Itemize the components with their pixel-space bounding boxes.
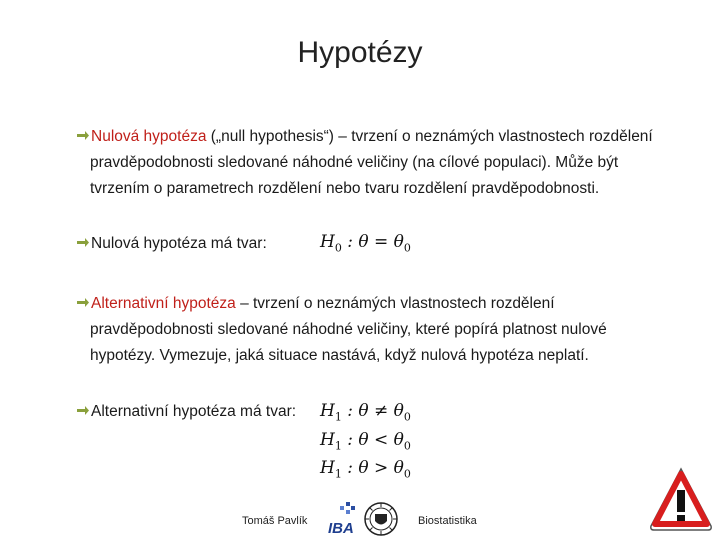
term-null-hypothesis: Nulová hypotéza xyxy=(91,128,207,145)
warning-icon xyxy=(648,466,714,534)
formula-h0: $H_0$ : $\theta = \theta_0$ xyxy=(320,232,411,255)
bullet-alternative-form xyxy=(76,399,326,425)
bullet-text: Alternativní hypotéza má tvar: xyxy=(91,403,297,420)
bullet-null-form xyxy=(76,231,316,257)
footer-author: Tomáš Pavlík xyxy=(242,515,308,527)
bullet-alternative-hypothesis xyxy=(76,291,656,369)
bullet-arrow-icon xyxy=(76,405,90,417)
bullet-text: – tvrzení o neznámých vlastnostech rozdělení pravděpodobnosti sledované náhodné veličiny, které popírá platnost nulové hypotézy. Vymezuje, jaká situace nastává, když nulová hypotéza neplatí. xyxy=(90,295,607,364)
term-alternative-hypothesis: Alternativní hypotéza xyxy=(91,295,236,312)
bullet-null-hypothesis xyxy=(76,124,656,202)
bullet-text: Nulová hypotéza má tvar: xyxy=(91,235,267,252)
iba-logo-icon xyxy=(326,500,358,536)
svg-text:IBA: IBA xyxy=(328,520,354,536)
footer-course: Biostatistika xyxy=(418,515,477,527)
bullet-arrow-icon xyxy=(76,237,90,249)
bullet-arrow-icon xyxy=(76,297,90,309)
bullet-arrow-icon xyxy=(76,130,90,142)
formula-h1-gt: $H_1$ : $\theta > \theta_0$ xyxy=(320,458,411,481)
formula-h1-lt: $H_1$ : $\theta < \theta_0$ xyxy=(320,430,411,453)
university-seal-icon xyxy=(364,502,398,536)
formula-h1-neq: $H_1$ : $\theta \ne \theta_0$ xyxy=(320,401,411,424)
bullet-text: („null hypothesis“) – tvrzení o neznámých vlastnostech rozdělení pravděpodobnosti sledované náhodné veličiny (na cílové populaci). Může být tvrzením o parametrech rozdělení nebo tvaru rozdělení pravděpodobnosti. xyxy=(90,128,653,197)
slide-title: Hypotézy xyxy=(297,36,423,69)
